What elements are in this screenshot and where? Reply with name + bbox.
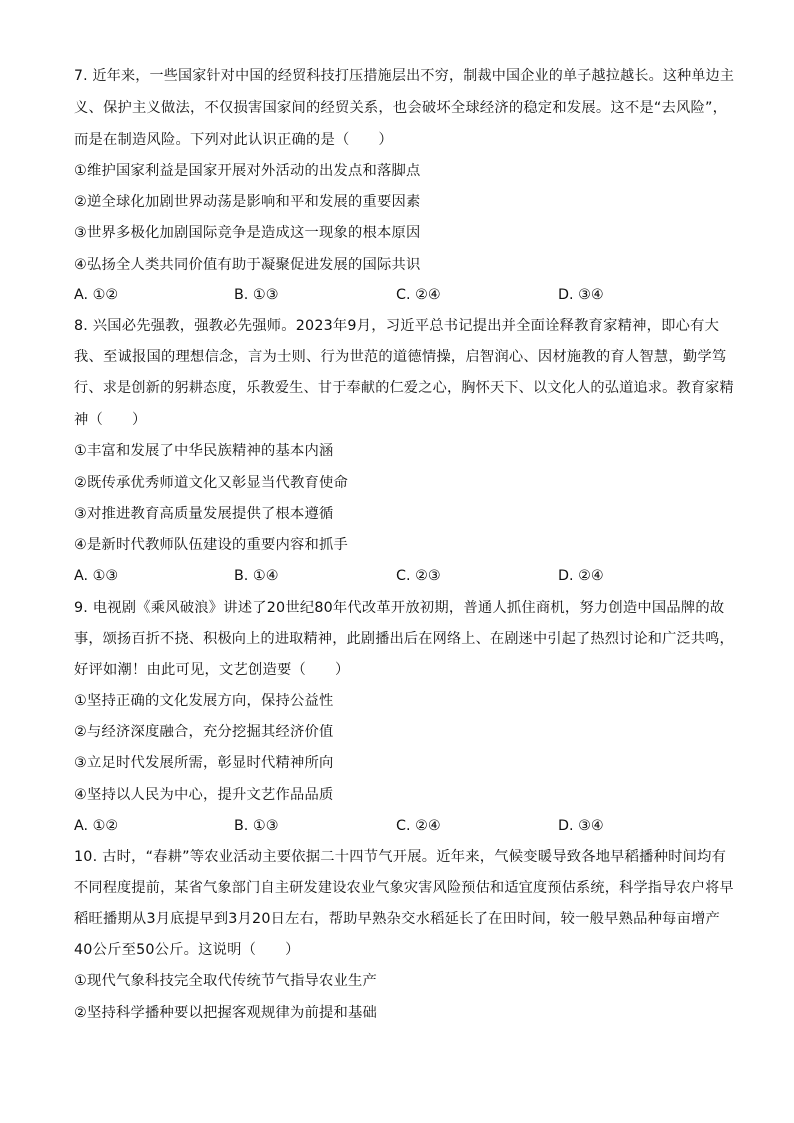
q7-stem-line-3: 而是在制造风险。下列对此认识正确的是（ ） <box>74 132 393 148</box>
q9-stem-line-1: 9. 电视剧《乘风破浪》讲述了20世纪80年代改革开放初期，普通人抓住商机，努力创造中国品牌的故 <box>74 600 725 616</box>
q8-stem-line-2: 我、至诚报国的理想信念，言为士则、行为世范的道德情操，启智润心、因材施教的育人智慧，勤学笃 <box>74 349 727 365</box>
q9-option-c[interactable]: C. ②④ <box>396 818 441 834</box>
q7-options <box>74 285 734 305</box>
q8-item-1: ①丰富和发展了中华民族精神的基本内涵 <box>74 443 334 459</box>
q8-stem-line-4: 神（ ） <box>74 412 147 428</box>
q7-item-1: ①维护国家利益是国家开展对外活动的出发点和落脚点 <box>74 163 421 179</box>
q7-option-c[interactable]: C. ②④ <box>396 287 441 303</box>
q10-stem-line-1: 10. 古时，“春耕”等农业活动主要依据二十四节气开展。近年来，气候变暖导致各地早稻播种时间均有 <box>74 849 727 865</box>
q7-option-d[interactable]: D. ③④ <box>558 287 604 303</box>
q8-item-2: ②既传承优秀师道文化又彰显当代教育使命 <box>74 475 348 491</box>
q9-stem-line-2: 事，颂扬百折不挠、积极向上的进取精神，此剧播出后在网络上、在剧迷中引起了热烈讨论和广泛共鸣， <box>74 631 734 647</box>
q7-item-4: ④弘扬全人类共同价值有助于凝聚促进发展的国际共识 <box>74 257 421 273</box>
q9-item-1: ①坚持正确的文化发展方向，保持公益性 <box>74 693 334 709</box>
q10-item-1: ①现代气象科技完全取代传统节气指导农业生产 <box>74 973 377 989</box>
q9-item-3: ③立足时代发展所需，彰显时代精神所向 <box>74 755 334 771</box>
q8-option-a[interactable]: A. ①③ <box>74 568 119 584</box>
q10-stem-line-4: 40公斤至50公斤。这说明（ ） <box>74 942 300 958</box>
q10-item-2: ②坚持科学播种要以把握客观规律为前提和基础 <box>74 1005 377 1021</box>
q10-stem-line-2: 不同程度提前，某省气象部门自主研发建设农业气象灾害风险预估和适宜度预估系统，科学指导农户将早 <box>74 880 734 896</box>
q8-option-d[interactable]: D. ②④ <box>558 568 604 584</box>
q9-option-a[interactable]: A. ①② <box>74 818 119 834</box>
q7-item-3: ③世界多极化加剧国际竞争是造成这一现象的根本原因 <box>74 225 421 241</box>
q7-option-a[interactable]: A. ①② <box>74 287 119 303</box>
q8-stem-line-1: 8. 兴国必先强教，强教必先强师。2023年9月，习近平总书记提出并全面诠释教育家精神，即心有大 <box>74 318 720 334</box>
q8-option-c[interactable]: C. ②③ <box>396 568 441 584</box>
q9-options <box>74 816 734 836</box>
q8-stem-line-3: 行、求是创新的躬耕态度，乐教爱生、甘于奉献的仁爱之心，胸怀天下、以文化人的弘道追求。教育家精 <box>74 380 734 396</box>
q8-option-b[interactable]: B. ①④ <box>234 568 279 584</box>
q8-item-3: ③对推进教育高质量发展提供了根本遵循 <box>74 506 334 522</box>
q9-option-d[interactable]: D. ③④ <box>558 818 604 834</box>
q7-stem-line-1: 7. 近年来，一些国家针对中国的经贸科技打压措施层出不穷，制裁中国企业的单子越拉越长。这种单边主 <box>74 68 735 84</box>
q9-stem-line-3: 好评如潮！由此可见，文艺创造要（ ） <box>74 662 350 678</box>
q8-item-4: ④是新时代教师队伍建设的重要内容和抓手 <box>74 537 348 553</box>
q10-stem-line-3: 稻旺播期从3月底提早到3月20日左右，帮助早熟杂交水稻延长了在田时间，较一般早熟品种每亩增产 <box>74 911 721 927</box>
q9-item-2: ②与经济深度融合，充分挖掘其经济价值 <box>74 724 334 740</box>
q9-option-b[interactable]: B. ①③ <box>234 818 279 834</box>
q9-item-4: ④坚持以人民为中心，提升文艺作品品质 <box>74 787 334 803</box>
q8-options <box>74 566 734 586</box>
q7-stem-line-2: 义、保护主义做法，不仅损害国家间的经贸关系，也会破坏全球经济的稳定和发展。这不是“去风险”， <box>74 100 728 116</box>
q7-option-b[interactable]: B. ①③ <box>234 287 279 303</box>
q7-item-2: ②逆全球化加剧世界动荡是影响和平和发展的重要因素 <box>74 194 421 210</box>
